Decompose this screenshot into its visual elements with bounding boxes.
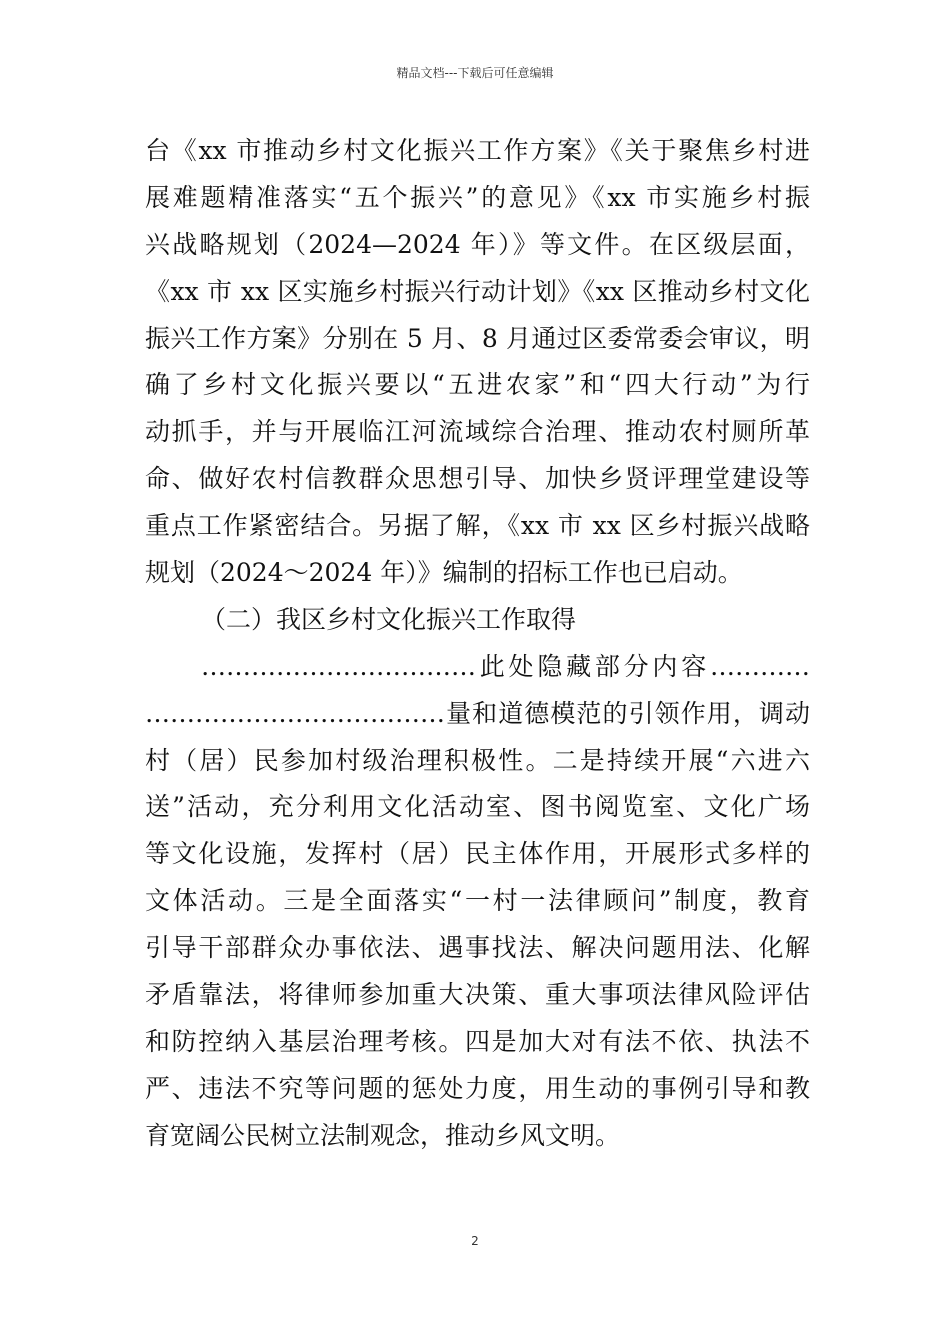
paragraph-line: 育宽阔公民树立法制观念，推动乡风文明。 bbox=[145, 1120, 621, 1150]
paragraph-line: 台《xx 市推动乡村文化振兴工作方案》《关于聚焦乡村进 bbox=[145, 136, 810, 165]
paragraph-line: 动抓手，并与开展临江河流域综合治理、推动农村厕所革 bbox=[145, 417, 810, 447]
paragraph-line: 确了乡村文化振兴要以“五进农家”和“四大行动”为行 bbox=[145, 370, 810, 400]
paragraph-line: 展难题精准落实“五个振兴”的意见》《xx 市实施乡村振 bbox=[145, 182, 810, 212]
paragraph-line: 等文化设施，发挥村（居）民主体作用，开展形式多样的 bbox=[145, 839, 810, 869]
paragraph-line: 送”活动，充分利用文化活动室、图书阅览室、文化广场 bbox=[145, 792, 810, 822]
paragraph-line: 引导干部群众办事依法、遇事找法、解决问题用法、化解 bbox=[145, 933, 810, 963]
paragraph-line: ………………………………量和道德模范的引领作用，调动 bbox=[145, 698, 810, 728]
page-number: 2 bbox=[471, 1234, 479, 1248]
paragraph-line: 《xx 市 xx 区实施乡村振兴行动计划》《xx 区推动乡村文化 bbox=[145, 276, 810, 306]
paragraph-line: 文体活动。三是全面落实“一村一法律顾问”制度，教育 bbox=[145, 886, 810, 916]
section-heading: （二）我区乡村文化振兴工作取得 bbox=[201, 604, 577, 634]
paragraph-line: 命、做好农村信教群众思想引导、加快乡贤评理堂建设等 bbox=[145, 464, 810, 494]
paragraph-line: 兴战略规划（2024—2024 年）》等文件。在区级层面， bbox=[145, 229, 810, 259]
paragraph-line: 严、违法不究等问题的惩处力度，用生动的事例引导和教 bbox=[145, 1073, 810, 1103]
paragraph-line: 重点工作紧密结合。另据了解，《xx 市 xx 区乡村振兴战略 bbox=[145, 511, 810, 541]
paragraph-line: 和防控纳入基层治理考核。四是加大对有法不依、执法不 bbox=[145, 1026, 810, 1056]
paragraph-line: 振兴工作方案》分别在 5 月、8 月通过区委常委会审议，明 bbox=[145, 323, 810, 353]
paragraph-line: 矛盾靠法，将律师参加重大决策、重大事项法律风险评估 bbox=[145, 980, 810, 1010]
paragraph-line: 村（居）民参加村级治理积极性。二是持续开展“六进六 bbox=[145, 745, 810, 775]
document-body bbox=[145, 128, 810, 1160]
paragraph-line: 规划（2024～2024 年）》编制的招标工作也已启动。 bbox=[145, 558, 743, 588]
page-header: 精品文档---下载后可任意编辑 bbox=[396, 66, 554, 80]
hidden-content-marker: ……………………………此处隐藏部分内容………… bbox=[201, 651, 810, 681]
